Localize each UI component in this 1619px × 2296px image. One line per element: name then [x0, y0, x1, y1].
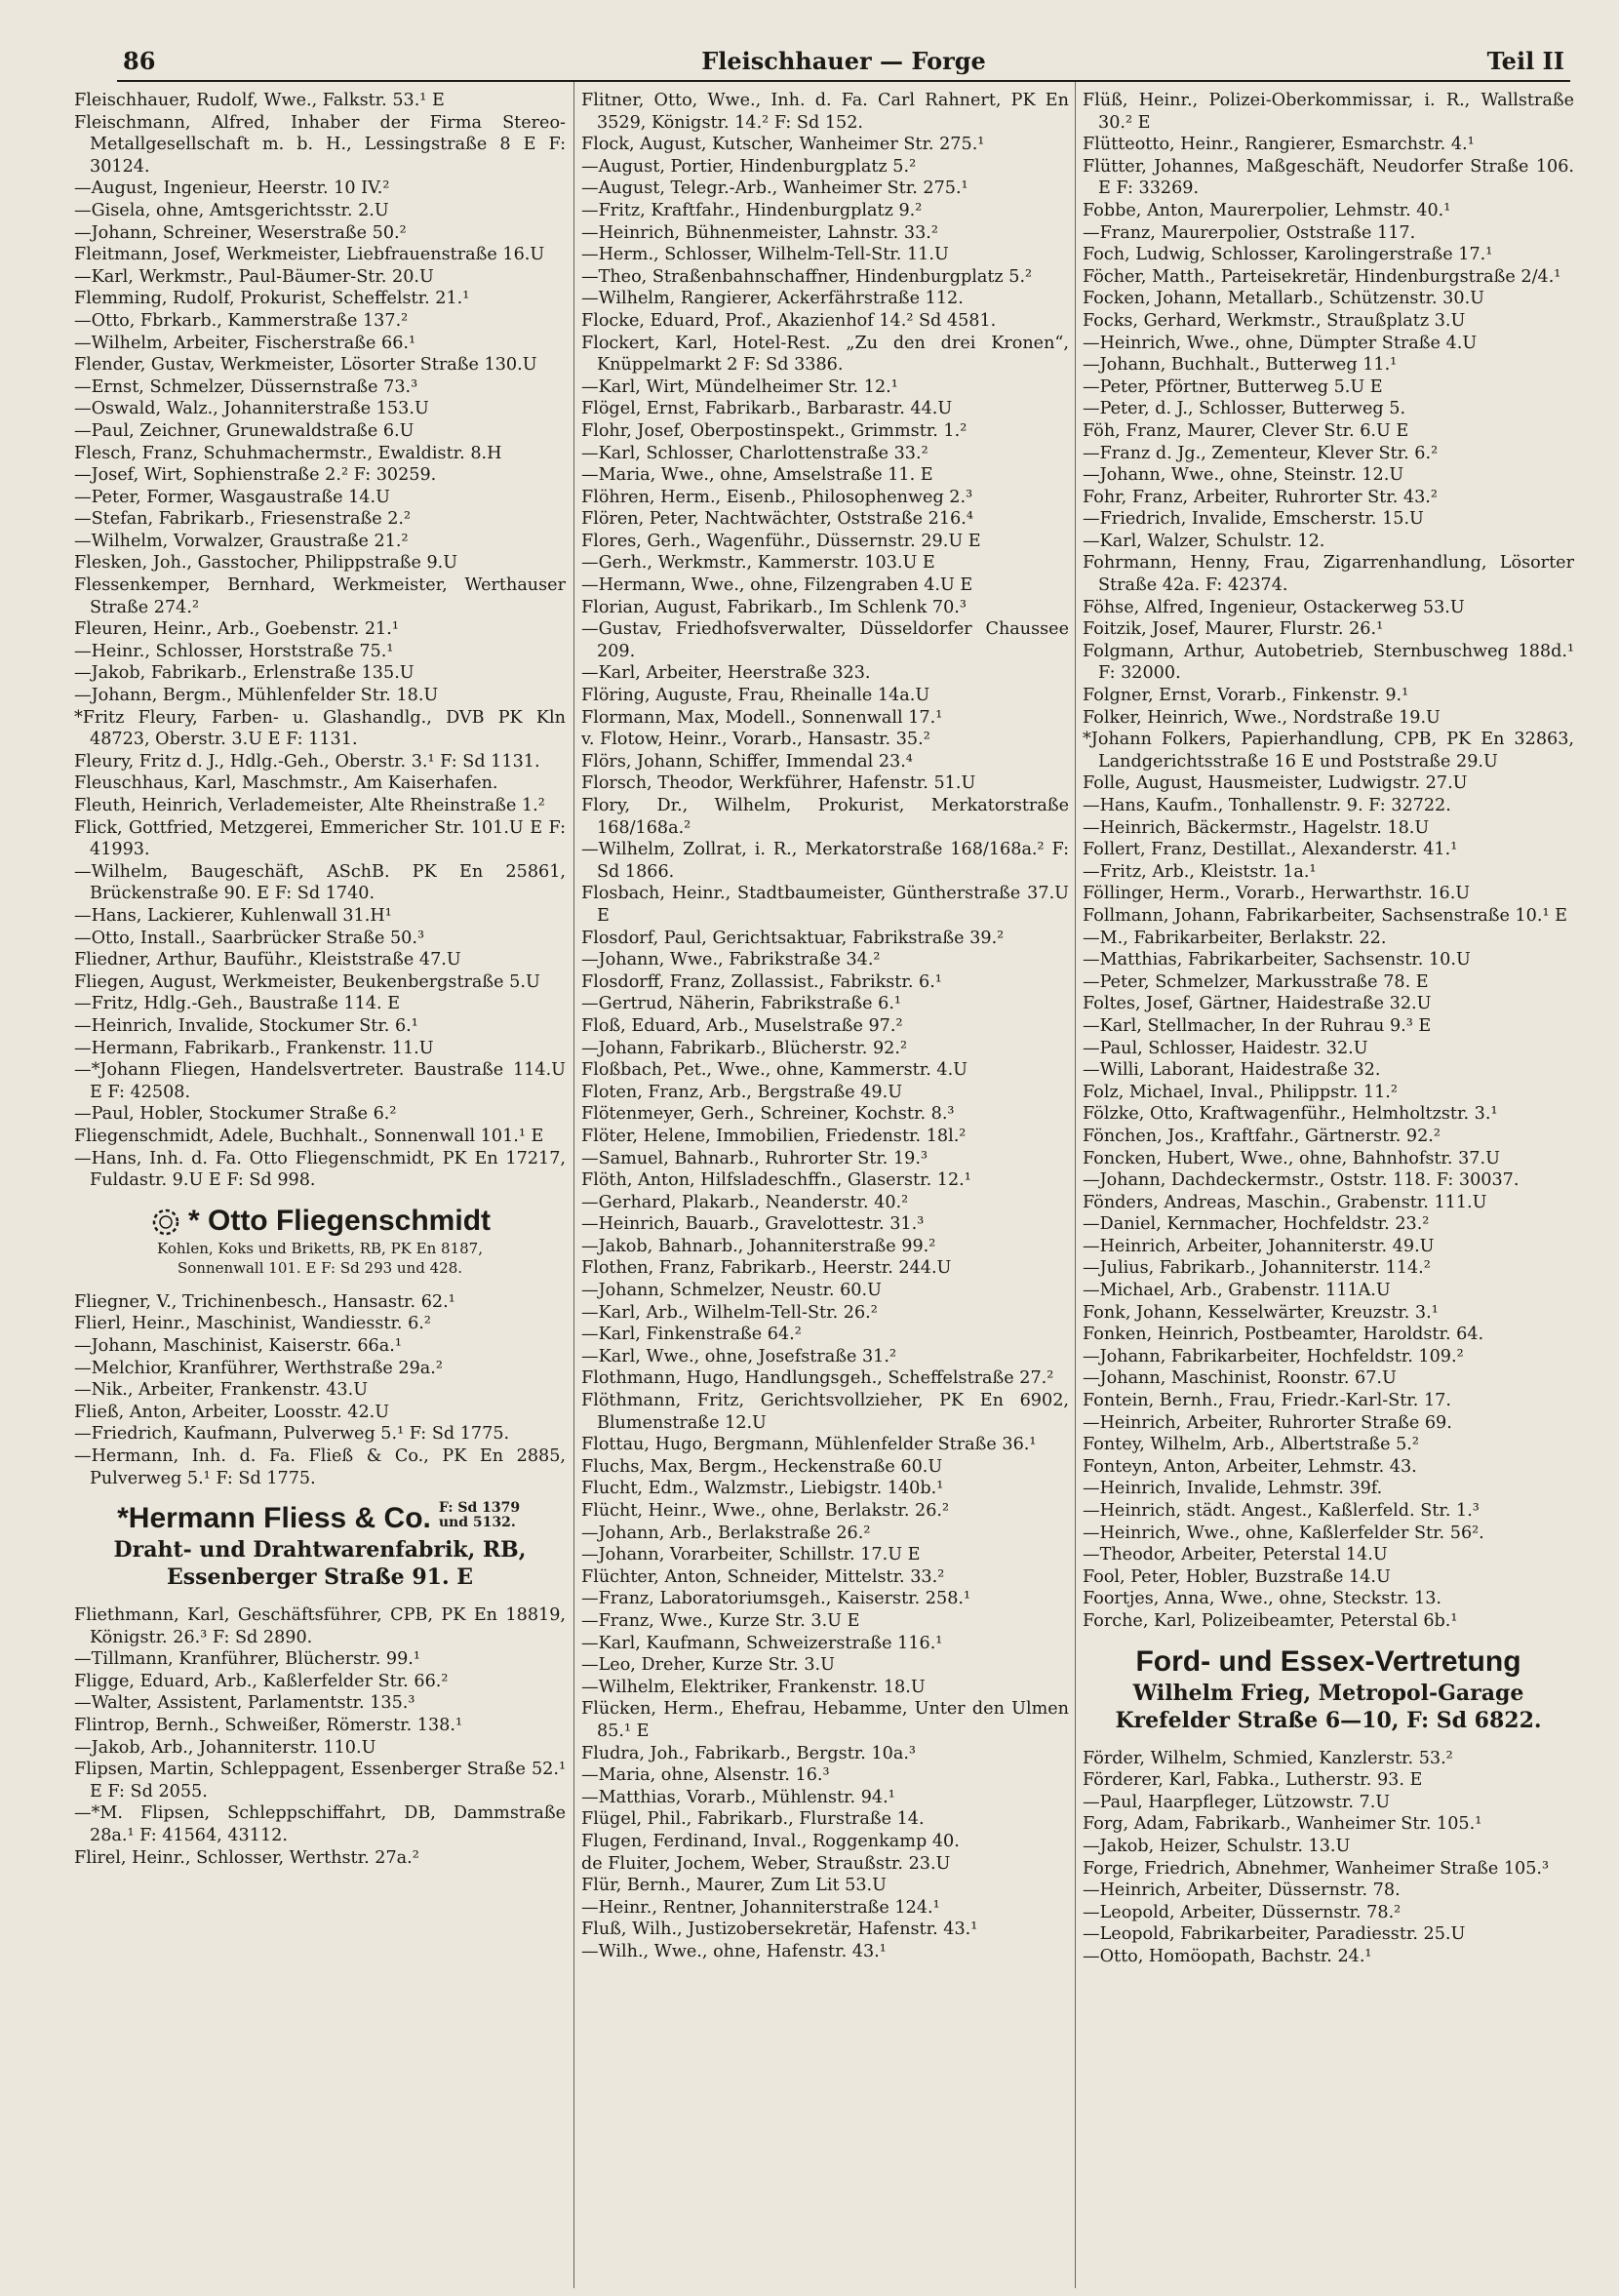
directory-entry: Folker, Heinrich, Wwe., Nordstraße 19.U	[1083, 707, 1441, 728]
directory-entry: Förder, Wilhelm, Schmied, Kanzlerstr. 53.²	[1083, 1748, 1453, 1768]
directory-entry: Flöth, Anton, Hilfsladeschffn., Glaserstr. 12.¹	[581, 1170, 971, 1191]
directory-entry: —Johann, Dachdeckermstr., Oststr. 118. F: 30037.	[1083, 1170, 1520, 1191]
directory-entry: Flögel, Ernst, Fabrikarb., Barbarastr. 44.U	[581, 399, 953, 419]
directory-entry: —Daniel, Kernmacher, Hochfeldstr. 23.²	[1083, 1214, 1430, 1235]
directory-entry: —Johann, Maschinist, Roonstr. 67.U	[1083, 1368, 1397, 1389]
directory-entry: —Matthias, Fabrikarbeiter, Sachsenstr. 10.U	[1083, 950, 1471, 970]
directory-entry: Fludra, Joh., Fabrikarb., Bergstr. 10a.³	[581, 1743, 916, 1763]
ad-hermann-fliess	[74, 1501, 566, 1591]
directory-entry: Flothen, Franz, Fabrikarb., Heerstr. 244.U	[581, 1258, 952, 1279]
directory-entry: —Gertrud, Näherin, Fabrikstraße 6.¹	[581, 994, 901, 1014]
directory-entry: —Karl, Arbeiter, Heerstraße 323.	[581, 663, 871, 684]
directory-entry: Fohr, Franz, Arbeiter, Ruhrorter Str. 43.²	[1083, 487, 1438, 507]
directory-entry: Flesch, Franz, Schuhmachermstr., Ewaldistr. 8.H	[74, 443, 502, 463]
directory-entry: —Samuel, Bahnarb., Ruhrorter Str. 19.³	[581, 1148, 928, 1168]
directory-entry: Flocke, Eduard, Prof., Akazienhof 14.² Sd 4581.	[581, 310, 997, 331]
directory-entry: —Julius, Fabrikarb., Johanniterstr. 114.²	[1083, 1258, 1431, 1279]
ad-otto-fliegenschmidt	[74, 1204, 566, 1278]
directory-entry: —Johann, Maschinist, Kaiserstr. 66a.¹	[74, 1335, 402, 1356]
directory-entry: —Heinrich, städt. Angest., Kaßlerfeld. Str. 1.³	[1083, 1501, 1480, 1521]
directory-entry: —*M. Flipsen, Schleppschiffahrt, DB, Dammstraße 28a.¹ F: 41564, 43112.	[74, 1803, 566, 1846]
directory-entry: Flücken, Herm., Ehefrau, Hebamme, Unter den Ulmen 85.¹ E	[581, 1699, 1069, 1741]
directory-entry: Flothmann, Hugo, Handlungsgeh., Scheffelstraße 27.²	[581, 1368, 1054, 1389]
directory-entry: —Jakob, Fabrikarb., Erlenstraße 135.U	[74, 663, 415, 684]
directory-entry: —Franz, Maurerpolier, Oststraße 117.	[1083, 222, 1416, 243]
directory-entry: —Franz, Wwe., Kurze Str. 3.U E	[581, 1610, 860, 1631]
directory-entry: Fönchen, Jos., Kraftfahr., Gärtnerstr. 92.²	[1083, 1126, 1441, 1146]
directory-entry: —Fritz, Arb., Kleiststr. 1a.¹	[1083, 861, 1317, 882]
column-divider	[1075, 82, 1076, 2288]
ad-ford-essex	[1083, 1644, 1574, 1734]
directory-entry: —Johann, Fabrikarbeiter, Hochfeldstr. 109.²	[1083, 1346, 1464, 1366]
directory-entry: —Heinrich, Arbeiter, Johanniterstr. 49.U	[1083, 1236, 1435, 1256]
directory-entry: Fontein, Bernh., Frau, Friedr.-Karl-Str. 17.	[1083, 1391, 1451, 1411]
ad-line: Draht- und Drahtwarenfabrik, RB,	[113, 1537, 527, 1564]
ad-line: Kohlen, Koks und Briketts, RB, PK En 8187,	[157, 1239, 483, 1257]
directory-entry: —Heinrich, Bauarb., Gravelottestr. 31.³	[581, 1214, 925, 1235]
directory-entry: Flosbach, Heinr., Stadtbaumeister, Güntherstraße 37.U E	[581, 884, 1069, 926]
page-header	[117, 41, 1570, 82]
directory-entry: —M., Fabrikarbeiter, Berlakstr. 22.	[1083, 928, 1387, 948]
directory-entry: Flöter, Helene, Immobilien, Friedenstr. 18l.²	[581, 1126, 967, 1146]
entry-list	[1083, 1748, 1574, 1968]
directory-entry: —Wilhelm, Arbeiter, Fischerstraße 66.¹	[74, 333, 416, 353]
directory-entry: —Peter, Former, Wasgaustraße 14.U	[74, 487, 390, 507]
directory-entry: Flucht, Edm., Walzmstr., Liebigstr. 140b.¹	[581, 1479, 944, 1499]
ad-company-name: * Otto Fliegenschmidt	[187, 1204, 492, 1237]
entry-list	[74, 1604, 566, 1869]
directory-entry: —Johann, Vorarbeiter, Schillstr. 17.U E	[581, 1545, 921, 1565]
directory-entry: Fönders, Andreas, Maschin., Grabenstr. 111.U	[1083, 1192, 1487, 1212]
column-2	[581, 90, 1069, 2286]
directory-entry: —Franz, Laboratoriumsgeh., Kaiserstr. 258.¹	[581, 1589, 971, 1609]
directory-entry: Flütteotto, Heinr., Rangierer, Esmarchstr. 4.¹	[1083, 135, 1475, 155]
directory-entry: de Fluiter, Jochem, Weber, Straußstr. 23.U	[581, 1853, 951, 1874]
directory-entry: Follert, Franz, Destillat., Alexanderstr. 41.¹	[1083, 840, 1458, 860]
ad-line: Krefelder Straße 6—10, F: Sd 6822.	[1115, 1707, 1542, 1733]
directory-entry: —Stefan, Fabrikarb., Friesenstraße 2.²	[74, 509, 412, 530]
directory-entry: Flugen, Ferdinand, Inval., Roggenkamp 40.	[581, 1831, 960, 1851]
directory-entry: Fliegner, V., Trichinenbesch., Hansastr. 62.¹	[74, 1291, 455, 1312]
directory-entry: —Michael, Arb., Grabenstr. 111A.U	[1083, 1281, 1391, 1301]
directory-entry: —Herm., Schlosser, Wilhelm-Tell-Str. 11.U	[581, 245, 949, 265]
directory-entry: Fleuschhaus, Karl, Maschmstr., Am Kaiserhafen.	[74, 773, 498, 794]
directory-entry: —Johann, Schreiner, Weserstraße 50.²	[74, 222, 407, 243]
directory-entry: —Wilh., Wwe., ohne, Hafenstr. 43.¹	[581, 1941, 887, 1961]
directory-entry: Forge, Friedrich, Abnehmer, Wanheimer Straße 105.³	[1083, 1858, 1550, 1879]
directory-entry: Flüß, Heinr., Polizei-Oberkommissar, i. R., Wallstraße 30.² E	[1083, 91, 1574, 133]
directory-entry: Flores, Gerh., Wagenführ., Düssernstr. 29.U E	[581, 531, 981, 551]
directory-entry: Foortjes, Anna, Wwe., ohne, Steckstr. 13.	[1083, 1589, 1442, 1609]
directory-entry: —Paul, Schlosser, Haidestr. 32.U	[1083, 1038, 1368, 1058]
directory-entry: Focken, Johann, Metallarb., Schützenstr. 30.U	[1083, 289, 1484, 309]
directory-entry: —Johann, Schmelzer, Neustr. 60.U	[581, 1281, 882, 1301]
directory-entry: Fleischmann, Alfred, Inhaber der Firma Stereo-Metallgesellschaft m. b. H., Lessingstraße 8 E F: 30124.	[74, 112, 566, 177]
directory-entry: Florsch, Theodor, Werkführer, Hafenstr. 51.U	[581, 773, 976, 794]
directory-entry: Flockert, Karl, Hotel-Rest. „Zu den drei Kronen“, Knüppelmarkt 2 F: Sd 3386.	[581, 333, 1069, 376]
directory-entry: Flöhren, Herm., Eisenb., Philosophenweg 2.³	[581, 487, 973, 507]
directory-entry: Fool, Peter, Hobler, Buzstraße 14.U	[1083, 1566, 1391, 1587]
directory-entry: Fliegen, August, Werkmeister, Beukenbergstraße 5.U	[74, 971, 540, 992]
ad-company-name: Ford- und Essex-Vertretung	[1135, 1644, 1521, 1678]
directory-entry: —Theodor, Arbeiter, Peterstal 14.U	[1083, 1545, 1388, 1565]
directory-entry: Flören, Peter, Nachtwächter, Oststraße 216.⁴	[581, 509, 973, 530]
directory-entry: Flesken, Joh., Gasstocher, Philippstraße 9.U	[74, 553, 458, 574]
directory-entry: —Peter, Pförtner, Butterweg 5.U E	[1083, 376, 1383, 397]
directory-entry: —Leo, Dreher, Kurze Str. 3.U	[581, 1655, 835, 1676]
directory-entry: —Heinr., Schlosser, Horststraße 75.¹	[74, 641, 394, 661]
directory-entry: —Nik., Arbeiter, Frankenstr. 43.U	[74, 1380, 369, 1401]
directory-entry: —Heinrich, Wwe., ohne, Dümpter Straße 4.U	[1083, 333, 1478, 353]
directory-entry: —Peter, d. J., Schlosser, Butterweg 5.	[1083, 399, 1406, 419]
directory-entry: —Johann, Wwe., ohne, Steinstr. 12.U	[1083, 465, 1404, 486]
part-label: Teil II	[1486, 47, 1564, 75]
directory-entry: Flür, Bernh., Maurer, Zum Lit 53.U	[581, 1876, 887, 1896]
column-3	[1083, 90, 1574, 2286]
directory-entry: Flory, Dr., Wilhelm, Prokurist, Merkatorstraße 168/168a.²	[581, 796, 1069, 838]
running-title: Fleischhauer — Forge	[701, 47, 986, 75]
directory-entry: Flipsen, Martin, Schleppagent, Essenberger Straße 52.¹ E F: Sd 2055.	[74, 1760, 566, 1801]
ad-line: Wilhelm Frieg, Metropol-Garage	[1132, 1680, 1524, 1706]
directory-entry: —Heinrich, Arbeiter, Ruhrorter Straße 69.	[1083, 1412, 1452, 1433]
directory-entry: Flüchter, Anton, Schneider, Mittelstr. 33.²	[581, 1566, 945, 1587]
directory-entry: Fölzke, Otto, Kraftwagenführ., Helmholtzstr. 3.¹	[1083, 1104, 1498, 1125]
directory-entry: Foltes, Josef, Gärtner, Haidestraße 32.U	[1083, 994, 1432, 1014]
directory-entry: Folgner, Ernst, Vorarb., Finkenstr. 9.¹	[1083, 686, 1409, 706]
directory-entry: Floßbach, Pet., Wwe., ohne, Kammerstr. 4.U	[581, 1060, 967, 1081]
directory-entry: —Otto, Fbrkarb., Kammerstraße 137.²	[74, 310, 409, 331]
directory-entry: Florian, August, Fabrikarb., Im Schlenk 70.³	[581, 597, 967, 617]
directory-entry: Forche, Karl, Polizeibeamter, Peterstal 6b.¹	[1083, 1610, 1458, 1631]
directory-entry: —Gerh., Werkmstr., Kammerstr. 103.U E	[581, 553, 935, 574]
directory-entry: —Karl, Finkenstraße 64.²	[581, 1325, 802, 1345]
directory-entry: Flöring, Auguste, Frau, Rheinalle 14a.U	[581, 686, 930, 706]
directory-entry: Föhse, Alfred, Ingenieur, Ostackerweg 53.U	[1083, 597, 1465, 617]
directory-entry: —Gerhard, Plakarb., Neanderstr. 40.²	[581, 1192, 909, 1212]
directory-entry: —Jakob, Bahnarb., Johanniterstraße 99.²	[581, 1236, 936, 1256]
directory-entry: —Johann, Bergm., Mühlenfelder Str. 18.U	[74, 686, 439, 706]
directory-entry: —Hans, Inh. d. Fa. Otto Fliegenschmidt, PK En 17217, Fuldastr. 9.U E F: Sd 998.	[74, 1148, 566, 1191]
directory-entry: Flick, Gottfried, Metzgerei, Emmericher Str. 101.U E F: 41993.	[74, 817, 566, 860]
directory-entry: —Heinrich, Invalide, Stockumer Str. 6.¹	[74, 1015, 418, 1036]
directory-entry: —August, Portier, Hindenburgplatz 5.²	[581, 156, 917, 177]
page-number: 86	[123, 47, 156, 75]
directory-entry: —Paul, Haarpfleger, Lützowstr. 7.U	[1083, 1792, 1391, 1812]
directory-entry: Flirel, Heinr., Schlosser, Werthstr. 27a.²	[74, 1847, 419, 1868]
directory-entry: Flügel, Phil., Fabrikarb., Flurstraße 14.	[581, 1809, 925, 1830]
entry-list	[74, 90, 566, 1192]
directory-entry: —Hans, Lackierer, Kuhlenwall 31.H¹	[74, 905, 392, 926]
directory-entry: —Matthias, Vorarb., Mühlenstr. 94.¹	[581, 1787, 895, 1807]
directory-entry: —Johann, Buchhalt., Butterweg 11.¹	[1083, 355, 1398, 376]
directory-entry: Fleischhauer, Rudolf, Wwe., Falkstr. 53.¹ E	[74, 91, 445, 110]
directory-entry: —Leopold, Arbeiter, Düssernstr. 78.²	[1083, 1902, 1402, 1922]
directory-entry: —Karl, Wirt, Mündelheimer Str. 12.¹	[581, 376, 898, 397]
directory-entry: —Melchior, Kranführer, Werthstraße 29a.²	[74, 1358, 443, 1378]
directory-entry: Flöthmann, Fritz, Gerichtsvollzieher, PK En 6902, Blumenstraße 12.U	[581, 1391, 1069, 1433]
directory-entry: —Jakob, Arb., Johanniterstr. 110.U	[74, 1737, 376, 1758]
ad-phone: F: Sd 1379 und 5132.	[438, 1500, 521, 1531]
directory-entry: —Franz d. Jg., Zementeur, Klever Str. 6.²	[1083, 443, 1439, 463]
directory-entry: Flötenmeyer, Gerh., Schreiner, Kochstr. 8.³	[581, 1104, 955, 1125]
directory-entry: Floten, Franz, Arb., Bergstraße 49.U	[581, 1082, 903, 1102]
directory-entry: Fleuren, Heinr., Arb., Goebenstr. 21.¹	[74, 619, 399, 640]
directory-entry: —Heinrich, Bäckermstr., Hagelstr. 18.U	[1083, 817, 1430, 838]
directory-entry: Flitner, Otto, Wwe., Inh. d. Fa. Carl Rahnert, PK En 3529, Königstr. 14.² F: Sd 152.	[581, 91, 1069, 133]
directory-entry: —Maria, ohne, Alsenstr. 16.³	[581, 1765, 830, 1786]
directory-entry: —August, Ingenieur, Heerstr. 10 IV.²	[74, 178, 390, 199]
directory-entry: —Fritz, Hdlg.-Geh., Baustraße 114. E	[74, 994, 401, 1014]
directory-entry: Fobbe, Anton, Maurerpolier, Lehmstr. 40.¹	[1083, 200, 1451, 220]
directory-entry: Flosdorf, Paul, Gerichtsaktuar, Fabrikstraße 39.²	[581, 928, 1005, 948]
directory-entry: Fleuth, Heinrich, Verlademeister, Alte Rheinstraße 1.²	[74, 796, 545, 815]
directory-entry: —Walter, Assistent, Parlamentstr. 135.³	[74, 1693, 415, 1714]
directory-entry: Fonk, Johann, Kesselwärter, Kreuzstr. 3.¹	[1083, 1302, 1439, 1323]
directory-entry: Fonken, Heinrich, Postbeamter, Haroldstr. 64.	[1083, 1325, 1484, 1345]
directory-entry: Förderer, Karl, Fabka., Lutherstr. 93. E	[1083, 1770, 1423, 1791]
directory-entry: —Karl, Schlosser, Charlottenstraße 33.²	[581, 443, 928, 463]
directory-entry: —Peter, Schmelzer, Markusstraße 78. E	[1083, 971, 1429, 992]
directory-entry: —August, Telegr.-Arb., Wanheimer Str. 275.¹	[581, 178, 968, 199]
directory-entry: Fontey, Wilhelm, Arb., Albertstraße 5.²	[1083, 1435, 1419, 1455]
column-1	[74, 90, 566, 2286]
directory-entry: Flottau, Hugo, Bergmann, Mühlenfelder Straße 36.¹	[581, 1435, 1037, 1455]
directory-entry: Flierl, Heinr., Maschinist, Wandiesstr. 6.²	[74, 1314, 431, 1334]
directory-entry: —Wilhelm, Baugeschäft, ASchB. PK En 25861, Brückenstraße 90. E F: Sd 1740.	[74, 861, 566, 904]
directory-entry: —Willi, Laborant, Haidestraße 32.	[1083, 1060, 1381, 1081]
directory-entry: Flohr, Josef, Oberpostinspekt., Grimmstr. 1.²	[581, 420, 967, 441]
directory-entry: Föcher, Matth., Parteisekretär, Hindenburgstraße 2/4.¹	[1083, 266, 1561, 287]
directory-entry: —Wilhelm, Rangierer, Ackerfährstraße 112.	[581, 289, 964, 309]
directory-entry: Fliedner, Arthur, Bauführ., Kleiststraße 47.U	[74, 950, 461, 970]
directory-entry: Fonteyn, Anton, Arbeiter, Lehmstr. 43.	[1083, 1456, 1417, 1477]
directory-entry: Flock, August, Kutscher, Wanheimer Str. 275.¹	[581, 135, 985, 155]
directory-entry: —Paul, Zeichner, Grunewaldstraße 6.U	[74, 420, 415, 441]
directory-entry: Fließ, Anton, Arbeiter, Loosstr. 42.U	[74, 1402, 390, 1422]
directory-entry: —Johann, Arb., Berlakstraße 26.²	[581, 1523, 871, 1543]
directory-entry: —Maria, Wwe., ohne, Amselstraße 11. E	[581, 465, 933, 486]
directory-entry: Folz, Michael, Inval., Philippstr. 11.²	[1083, 1082, 1398, 1102]
ad-line: Sonnenwall 101. E F: Sd 293 und 428.	[177, 1258, 463, 1277]
directory-entry: Folgmann, Arthur, Autobetrieb, Sternbuschweg 188d.¹ F: 32000.	[1083, 641, 1574, 684]
directory-entry: —*Johann Fliegen, Handelsvertreter. Baustraße 114.U E F: 42508.	[74, 1060, 566, 1102]
directory-entry: Flörs, Johann, Schiffer, Immendal 23.⁴	[581, 751, 913, 772]
directory-entry: Focks, Gerhard, Werkmstr., Straußplatz 3.U	[1083, 310, 1466, 331]
directory-entry: —Wilhelm, Zollrat, i. R., Merkatorstraße 168/168a.² F: Sd 1866.	[581, 840, 1069, 882]
directory-entry: Flemming, Rudolf, Prokurist, Scheffelstr. 21.¹	[74, 289, 470, 309]
directory-entry: —Hermann, Wwe., ohne, Filzengraben 4.U E	[581, 575, 973, 596]
directory-entry: Folle, August, Hausmeister, Ludwigstr. 27.U	[1083, 773, 1468, 794]
directory-entry: Flütter, Johannes, Maßgeschäft, Neudorfer Straße 106. E F: 33269.	[1083, 156, 1574, 199]
directory-entry: —Karl, Wwe., ohne, Josefstraße 31.²	[581, 1346, 897, 1366]
directory-entry: —Tillmann, Kranführer, Blücherstr. 99.¹	[74, 1649, 420, 1670]
directory-entry: —Hans, Kaufm., Tonhallenstr. 9. F: 32722.	[1083, 796, 1451, 815]
directory-entry: Föllinger, Herm., Vorarb., Herwarthstr. 16.U	[1083, 884, 1471, 904]
directory-entry: —Gustav, Friedhofsverwalter, Düsseldorfer Chaussee 209.	[581, 619, 1069, 661]
directory-entry: —Johann, Wwe., Fabrikstraße 34.²	[581, 950, 881, 970]
directory-entry: Forg, Adam, Fabrikarb., Wanheimer Str. 105.¹	[1083, 1814, 1482, 1835]
directory-entry: Foch, Ludwig, Schlosser, Karolingerstraße 17.¹	[1083, 245, 1493, 265]
directory-entry: Flosdorff, Franz, Zollassist., Fabrikstr. 6.¹	[581, 971, 942, 992]
directory-entry: Fluchs, Max, Bergm., Heckenstraße 60.U	[581, 1456, 943, 1477]
directory-entry: —Heinrich, Bühnenmeister, Lahnstr. 33.²	[581, 222, 938, 243]
directory-entry: —Wilhelm, Elektriker, Frankenstr. 18.U	[581, 1677, 926, 1697]
entry-list	[1083, 90, 1574, 1633]
directory-entry: —Heinr., Rentner, Johanniterstraße 124.¹	[581, 1897, 940, 1918]
directory-entry: —Gisela, ohne, Amtsgerichtsstr. 2.U	[74, 200, 389, 220]
directory-entry: —Johann, Fabrikarb., Blücherstr. 92.²	[581, 1038, 907, 1058]
column-divider	[573, 82, 574, 2288]
directory-entry: Flormann, Max, Modell., Sonnenwall 17.¹	[581, 707, 943, 728]
directory-entry: Fliegenschmidt, Adele, Buchhalt., Sonnenwall 101.¹ E	[74, 1126, 544, 1146]
directory-entry: —Josef, Wirt, Sophienstraße 2.² F: 30259.	[74, 465, 437, 486]
directory-entry: —Ernst, Schmelzer, Düssernstraße 73.³	[74, 376, 418, 397]
directory-entry: *Fritz Fleury, Farben- u. Glashandlg., DVB PK Kln 48723, Oberstr. 3.U E F: 1131.	[74, 707, 566, 750]
directory-entry: —Karl, Kaufmann, Schweizerstraße 116.¹	[581, 1633, 943, 1653]
directory-entry: —Karl, Arb., Wilhelm-Tell-Str. 26.²	[581, 1302, 878, 1323]
directory-entry: Fliethmann, Karl, Geschäftsführer, CPB, PK En 18819, Königstr. 26.³ F: Sd 2890.	[74, 1605, 566, 1647]
directory-entry: —Friedrich, Kaufmann, Pulverweg 5.¹ F: Sd 1775.	[74, 1424, 510, 1445]
ad-company-name: *Hermann Fliess & Co.	[117, 1502, 431, 1535]
directory-entry: —Otto, Install., Saarbrücker Straße 50.³	[74, 928, 425, 948]
directory-entry: —Friedrich, Invalide, Emscherstr. 15.U	[1083, 509, 1424, 530]
directory-entry: Fligge, Eduard, Arb., Kaßlerfelder Str. 66.²	[74, 1671, 449, 1691]
directory-entry: Fluß, Wilh., Justizobersekretär, Hafenstr. 43.¹	[581, 1920, 978, 1940]
directory-entry: —Paul, Hobler, Stockumer Straße 6.²	[74, 1104, 397, 1125]
directory-entry: Foitzik, Josef, Maurer, Flurstr. 26.¹	[1083, 619, 1384, 640]
directory-entry: —Oswald, Walz., Johanniterstraße 153.U	[74, 399, 429, 419]
ad-line: Essenberger Straße 91. E	[166, 1564, 474, 1591]
directory-entry: —Otto, Homöopath, Bachstr. 24.¹	[1083, 1946, 1372, 1966]
directory-entry: Flessenkemper, Bernhard, Werkmeister, Werthauser Straße 274.²	[74, 575, 566, 617]
directory-entry: —Fritz, Kraftfahr., Hindenburgplatz 9.²	[581, 200, 923, 220]
directory-entry: Flintrop, Bernh., Schweißer, Römerstr. 138.¹	[74, 1716, 462, 1736]
directory-entry: Flücht, Heinr., Wwe., ohne, Berlakstr. 26.²	[581, 1501, 950, 1521]
directory-entry: Fleitmann, Josef, Werkmeister, Liebfrauenstraße 16.U	[74, 245, 545, 265]
directory-entry: —Heinrich, Arbeiter, Düssernstr. 78.	[1083, 1880, 1401, 1901]
entry-list	[581, 90, 1069, 1962]
directory-entry: —Karl, Walzer, Schulstr. 12.	[1083, 531, 1325, 551]
directory-entry: —Jakob, Heizer, Schulstr. 13.U	[1083, 1836, 1351, 1856]
wreath-logo-icon	[149, 1206, 182, 1239]
directory-entry: v. Flotow, Heinr., Vorarb., Hansastr. 35.²	[581, 730, 930, 750]
directory-entry: Follmann, Johann, Fabrikarbeiter, Sachsenstraße 10.¹ E	[1083, 905, 1567, 926]
directory-entry: —Heinrich, Invalide, Lehmstr. 39f.	[1083, 1479, 1383, 1499]
directory-entry: —Leopold, Fabrikarbeiter, Paradiesstr. 25.U	[1083, 1924, 1466, 1945]
directory-entry: Fohrmann, Henny, Frau, Zigarrenhandlung, Lösorter Straße 42a. F: 42374.	[1083, 553, 1574, 596]
directory-entry: —Karl, Werkmstr., Paul-Bäumer-Str. 20.U	[74, 266, 434, 287]
directory-entry: —Wilhelm, Vorwalzer, Graustraße 21.²	[74, 531, 409, 551]
directory-entry: Floß, Eduard, Arb., Muselstraße 97.²	[581, 1015, 903, 1036]
entry-list	[74, 1291, 566, 1489]
directory-entry: —Heinrich, Wwe., ohne, Kaßlerfelder Str. 56².	[1083, 1523, 1484, 1543]
directory-entry: —Hermann, Fabrikarb., Frankenstr. 11.U	[74, 1038, 434, 1058]
directory-entry: —Karl, Stellmacher, In der Ruhrau 9.³ E	[1083, 1015, 1432, 1036]
directory-entry: Flender, Gustav, Werkmeister, Lösorter Straße 130.U	[74, 355, 537, 376]
directory-entry: *Johann Folkers, Papierhandlung, CPB, PK En 32863, Landgerichtsstraße 16 E und Poststraße 29.U	[1083, 730, 1574, 772]
directory-entry: —Hermann, Inh. d. Fa. Fließ & Co., PK En 2885, Pulverweg 5.¹ F: Sd 1775.	[74, 1445, 566, 1488]
directory-entry: —Theo, Straßenbahnschaffner, Hindenburgplatz 5.²	[581, 266, 1033, 287]
directory-entry: Föh, Franz, Maurer, Clever Str. 6.U E	[1083, 420, 1409, 441]
directory-entry: Fleury, Fritz d. J., Hdlg.-Geh., Oberstr. 3.¹ F: Sd 1131.	[74, 751, 540, 772]
directory-entry: Foncken, Hubert, Wwe., ohne, Bahnhofstr. 37.U	[1083, 1148, 1500, 1168]
